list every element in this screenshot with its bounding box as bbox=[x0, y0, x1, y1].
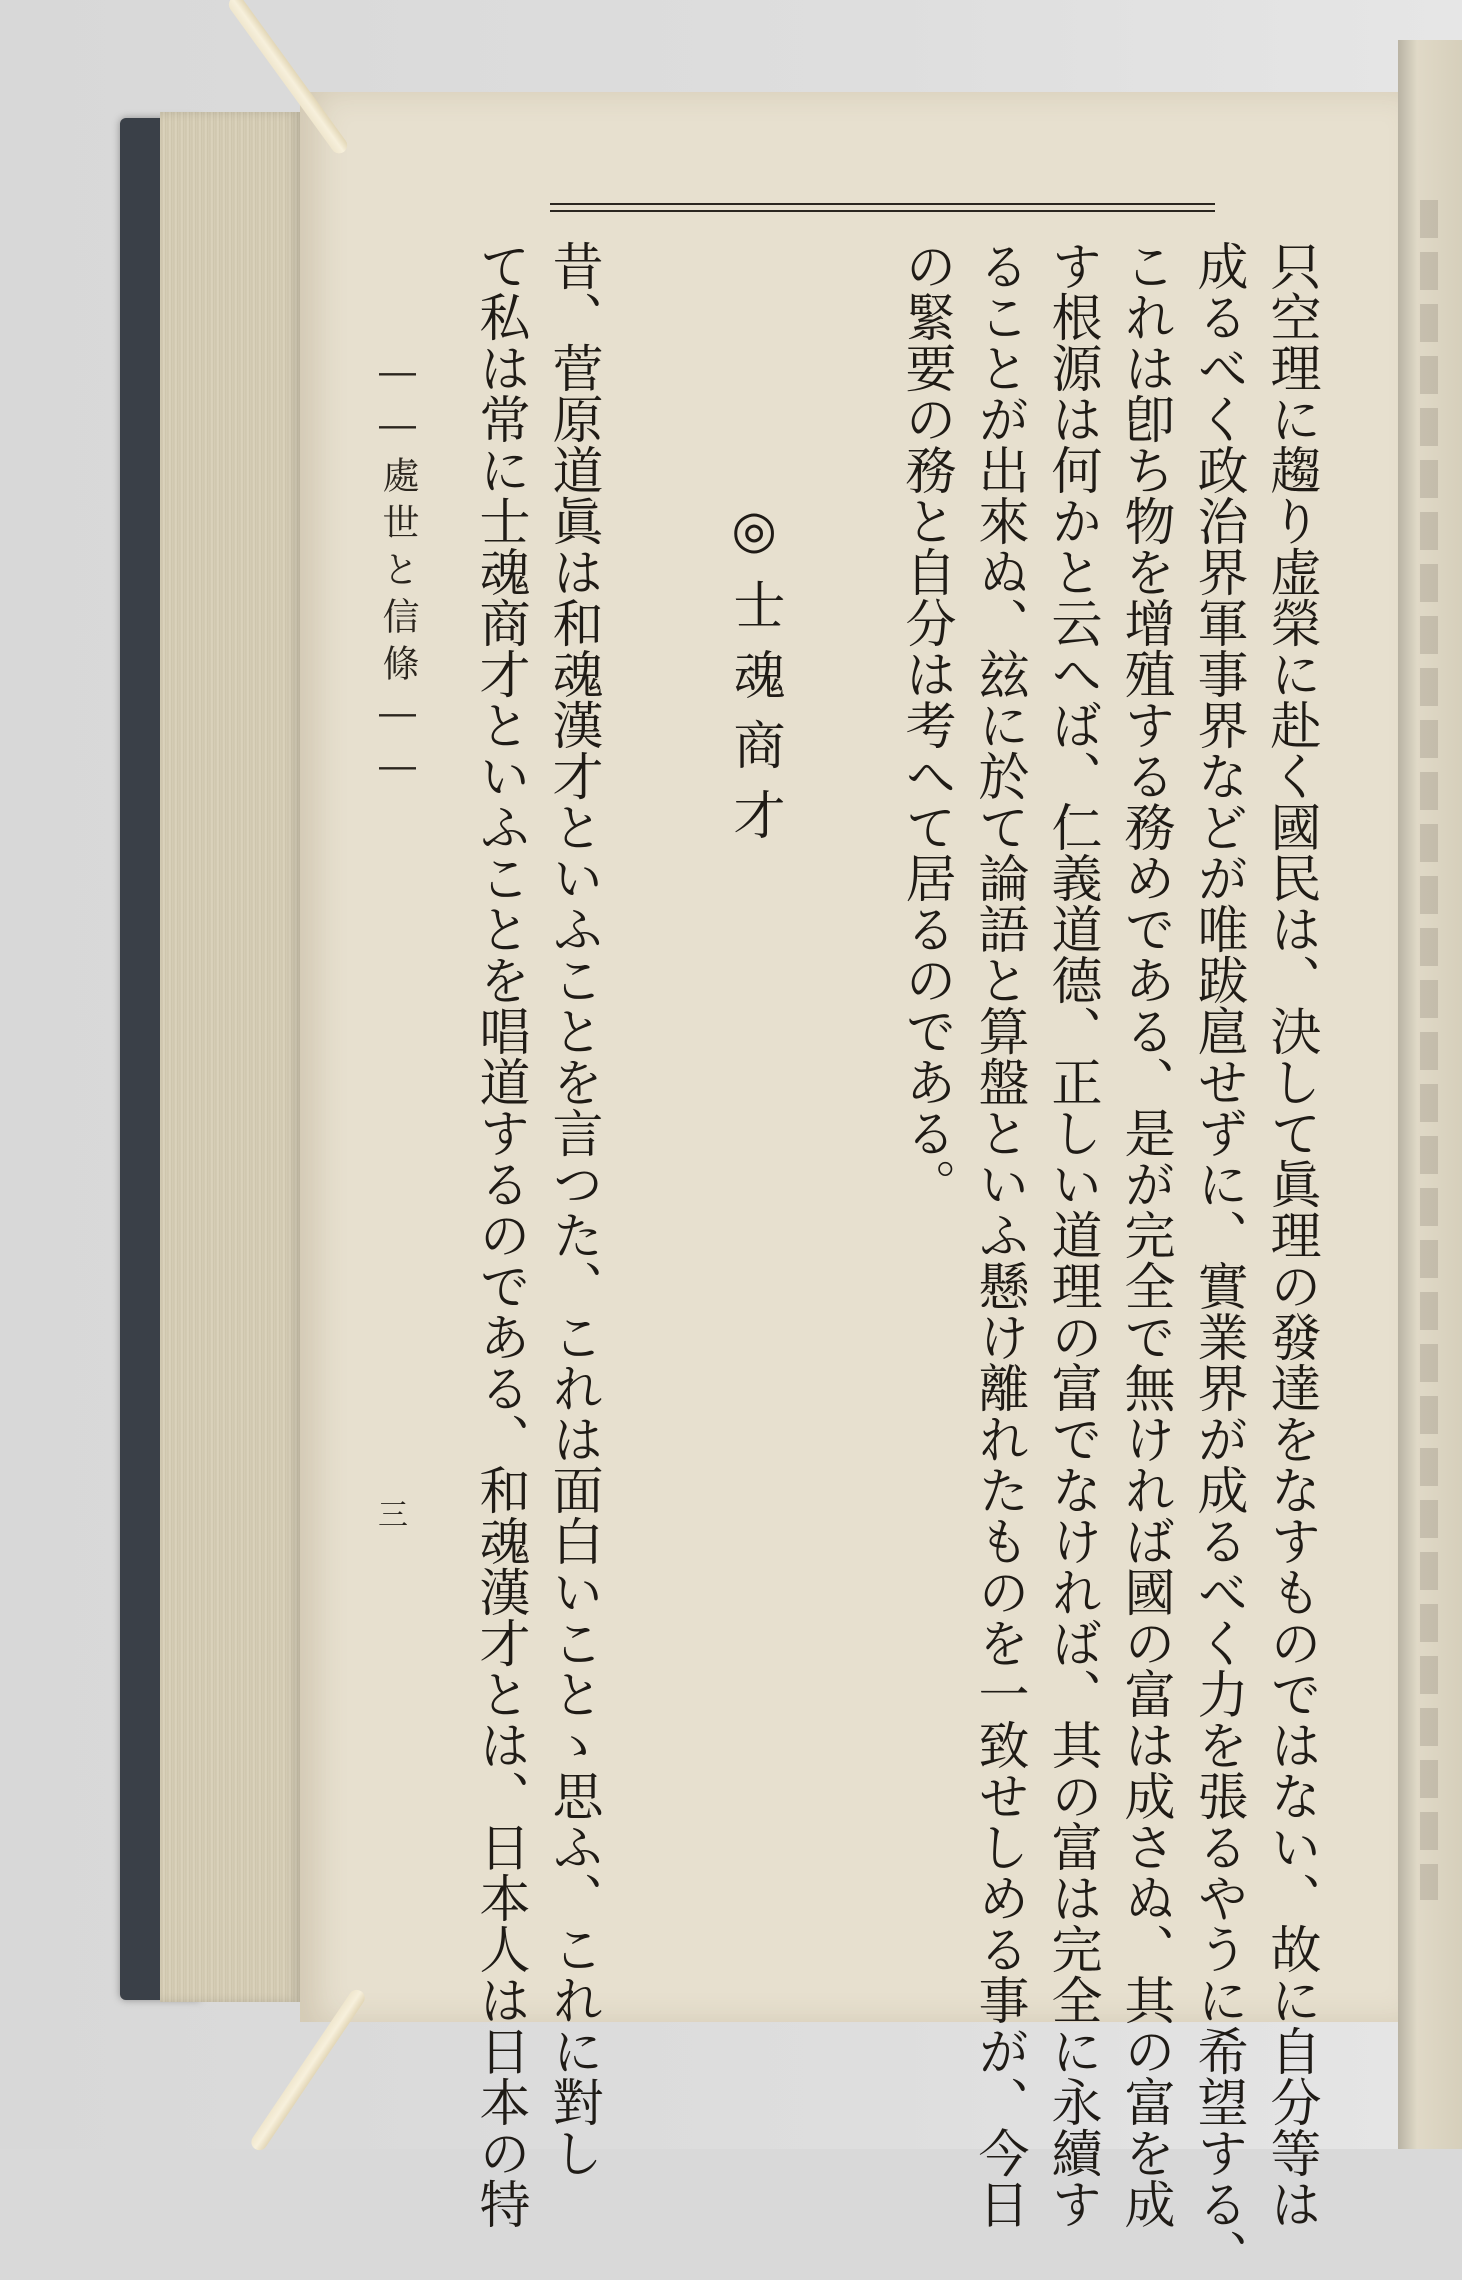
text-column: 只空理に趨り虚榮に赴く國民は、決して眞理の發達をなすものではない、故に自分等は bbox=[1261, 240, 1320, 2229]
text-column: 昔、菅原道眞は和魂漢才といふことを言つた、これは面白いことゝ思ふ、これに對し bbox=[543, 240, 602, 2178]
page-block-edge bbox=[160, 112, 300, 2002]
top-double-rule-lower bbox=[550, 210, 1215, 212]
text-column: 成るべく政治界軍事界などが唯跋扈せずに、實業界が成るべく力を張るやうに希望する、 bbox=[1188, 240, 1247, 2280]
text-column: す根源は何かと云へば、仁義道德、正しい道理の富でなければ、其の富は完全に永續す bbox=[1042, 240, 1101, 2229]
running-head: ――處世と信條―― bbox=[376, 350, 419, 797]
top-double-rule bbox=[550, 203, 1215, 205]
page-number: 三 bbox=[378, 1498, 408, 1533]
facing-page-edge bbox=[1398, 40, 1462, 2149]
text-column: の緊要の務と自分は考へて居るのである。 bbox=[896, 240, 955, 1209]
text-column: これは卽ち物を增殖する務めである、是が完全で無ければ國の富は成さぬ、其の富を成 bbox=[1115, 240, 1174, 2229]
section-heading: ◎士魂商才 bbox=[724, 500, 784, 858]
text-column: て私は常に士魂商才といふことを唱道するのである、和魂漢才とは、日本人は日本の特 bbox=[470, 240, 529, 2229]
text-column: ることが出來ぬ、玆に於て論語と算盤といふ懸け離れたものを一致せしめる事が、今日 bbox=[969, 240, 1028, 2229]
page-text bbox=[340, 240, 1340, 2280]
facing-page-text-ghost bbox=[1420, 200, 1438, 1900]
